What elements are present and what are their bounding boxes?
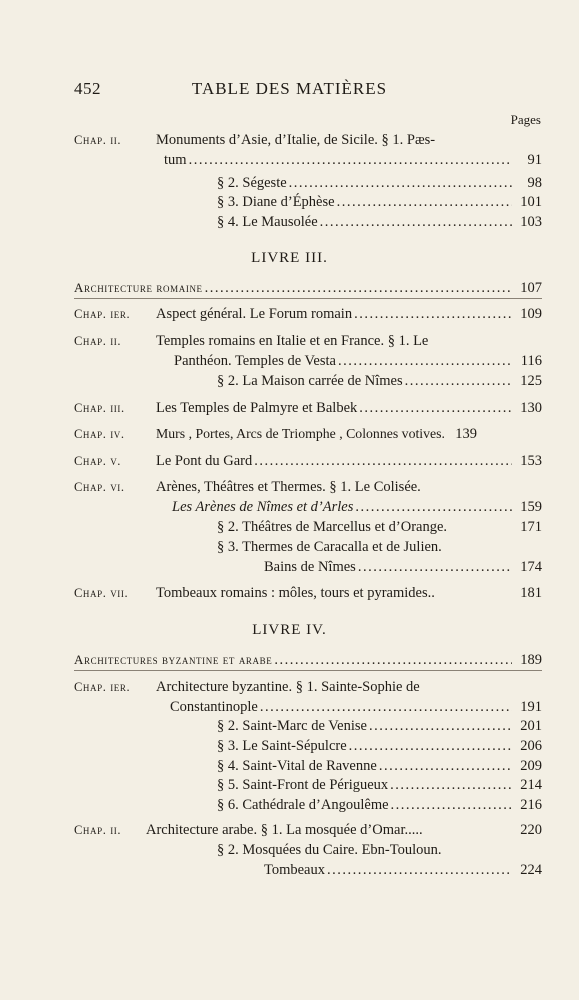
chapter-label: Chap. iv.	[74, 427, 125, 441]
toc-entry	[74, 697, 542, 717]
page-ref: 206	[520, 738, 542, 754]
entry-text: Temples romains en Italie et en France. § 1. Le	[156, 333, 429, 349]
chapter-label: Chap. ii.	[74, 334, 122, 348]
leader-dots	[205, 278, 512, 298]
leader-dots	[189, 150, 512, 170]
leader-dots	[289, 173, 512, 193]
page-ref: 91	[527, 152, 542, 168]
toc-entry	[74, 756, 542, 776]
entry-text: § 5. Saint-Front de Périgueux	[217, 777, 389, 793]
leader-dots	[354, 304, 512, 324]
leader-dots	[320, 212, 512, 232]
toc-entry	[74, 477, 542, 497]
page-ref: 174	[520, 559, 542, 575]
chapter-label: Chap. ii.	[74, 133, 122, 147]
page-ref: 216	[520, 797, 542, 813]
leader-dots	[379, 756, 512, 776]
toc-entry	[74, 517, 542, 537]
toc-entry	[74, 351, 542, 371]
entry-text: Arènes, Théâtres et Thermes. § 1. Le Colisée.	[156, 479, 421, 495]
entry-text: § 2. Théâtres de Marcellus et d’Orange.	[217, 519, 448, 535]
entry-text: Les Arènes de Nîmes et d’Arles	[172, 499, 354, 515]
page-ref: 139	[455, 426, 477, 442]
toc-entry	[74, 371, 542, 391]
page-ref: 224	[520, 862, 542, 878]
page-ref: 159	[520, 499, 542, 515]
page-ref: 220	[520, 822, 542, 838]
entry-text: Panthéon. Temples de Vesta	[174, 353, 336, 369]
page-ref: 109	[520, 306, 542, 322]
divider	[74, 298, 542, 299]
toc-entry	[74, 497, 542, 517]
entry-text: § 2. Saint-Marc de Venise	[217, 718, 367, 734]
page-number: 452	[74, 79, 101, 98]
entry-text: Tombeaux	[264, 862, 325, 878]
divider	[74, 670, 542, 671]
chapter-label: Chap. v.	[74, 454, 122, 468]
book-heading: LIVRE IV.	[252, 622, 327, 638]
toc-entry	[74, 736, 542, 756]
leader-dots	[260, 697, 512, 717]
entry-text: Constantinople	[170, 699, 258, 715]
page-ref: 191	[520, 699, 542, 715]
book-heading: LIVRE III.	[251, 250, 328, 266]
leader-dots	[254, 451, 512, 471]
entry-text: Aspect général. Le Forum romain	[156, 306, 353, 322]
toc-entry	[74, 331, 542, 351]
page-ref: 171	[520, 519, 542, 535]
entry-text: Murs , Portes, Arcs de Triomphe , Colonnes votives.	[156, 426, 445, 441]
page-ref: 101	[520, 194, 542, 210]
page-ref: 116	[520, 353, 542, 369]
leader-dots	[337, 192, 512, 212]
leader-dots	[391, 795, 512, 815]
leader-dots	[327, 860, 512, 880]
toc-entry	[74, 583, 542, 603]
leader-dots	[405, 371, 512, 391]
page-ref: 107	[520, 280, 542, 296]
toc-entry	[74, 860, 542, 880]
toc-entry	[74, 650, 542, 670]
toc-entry	[74, 398, 542, 418]
toc-entry	[74, 775, 542, 795]
toc-entry	[74, 840, 542, 860]
entry-text: § 4. Saint-Vital de Ravenne	[217, 758, 377, 774]
toc-entry	[74, 173, 542, 193]
chapter-label: Chap. ii.	[74, 823, 122, 837]
toc-entry	[74, 451, 542, 471]
page-ref: 201	[520, 718, 542, 734]
page-ref: 214	[520, 777, 542, 793]
running-title: TABLE DES MATIÈRES	[191, 79, 388, 98]
entry-text: tum	[164, 152, 187, 168]
toc-entry	[74, 278, 542, 298]
entry-text: Bains de Nîmes	[264, 559, 356, 575]
chapter-label: Chap. ier.	[74, 680, 131, 694]
page-ref: 98	[527, 175, 542, 191]
entry-text: § 2. Mosquées du Caire. Ebn-Touloun.	[217, 842, 442, 858]
toc-entry	[74, 795, 542, 815]
entry-text: Les Temples de Palmyre et Balbek	[156, 400, 358, 416]
toc-entry	[74, 557, 542, 577]
entry-text: Le Pont du Gard	[156, 453, 253, 469]
toc-entry	[74, 537, 542, 557]
pages-column-label: Pages	[510, 112, 541, 127]
page-ref: 153	[520, 453, 542, 469]
entry-text: Monuments d’Asie, d’Italie, de Sicile. § 1. Pæs-	[156, 132, 436, 148]
toc-entry	[74, 424, 542, 444]
page-ref: 125	[520, 373, 542, 389]
toc-entry	[74, 304, 542, 324]
page-ref: 130	[520, 400, 542, 416]
entry-text: § 3. Diane d’Éphèse	[217, 194, 335, 210]
entry-text: Architecture arabe. § 1. La mosquée d’Omar.....	[146, 822, 423, 838]
page-ref: 209	[520, 758, 542, 774]
page-ref: 189	[520, 652, 542, 668]
toc-entry	[74, 677, 542, 697]
entry-text: § 2. La Maison carrée de Nîmes	[217, 373, 403, 389]
entry-text: § 4. Le Mausolée	[217, 214, 318, 230]
entry-text: § 6. Cathédrale d’Angoulême	[217, 797, 389, 813]
entry-text: § 3. Thermes de Caracalla et de Julien.	[217, 539, 442, 555]
section-title: Architecture romaine	[74, 280, 203, 295]
page-header	[0, 79, 579, 105]
entry-text: Architecture byzantine. § 1. Sainte-Sophie de	[156, 679, 420, 695]
toc-entry	[74, 150, 542, 170]
leader-dots	[355, 497, 512, 517]
page-ref: 103	[520, 214, 542, 230]
chapter-label: Chap. iii.	[74, 401, 125, 415]
leader-dots	[274, 650, 512, 670]
leader-dots	[358, 557, 512, 577]
chapter-label: Chap. vi.	[74, 480, 125, 494]
page-ref: 181	[520, 585, 542, 601]
chapter-label: Chap. vii.	[74, 586, 129, 600]
toc-entry	[74, 130, 542, 150]
section-title: Architectures byzantine et arabe	[74, 652, 273, 667]
toc-entry	[74, 212, 542, 232]
chapter-label: Chap. ier.	[74, 307, 131, 321]
toc-entry	[74, 192, 542, 212]
leader-dots	[390, 775, 512, 795]
entry-text: Tombeaux romains : môles, tours et pyramides..	[156, 585, 435, 601]
toc-entry	[74, 716, 542, 736]
entry-text: § 2. Ségeste	[217, 175, 287, 191]
leader-dots	[349, 736, 512, 756]
toc-entry	[74, 820, 542, 840]
entry-text: § 3. Le Saint-Sépulcre	[217, 738, 347, 754]
leader-dots	[338, 351, 512, 371]
leader-dots	[359, 398, 512, 418]
leader-dots	[369, 716, 512, 736]
